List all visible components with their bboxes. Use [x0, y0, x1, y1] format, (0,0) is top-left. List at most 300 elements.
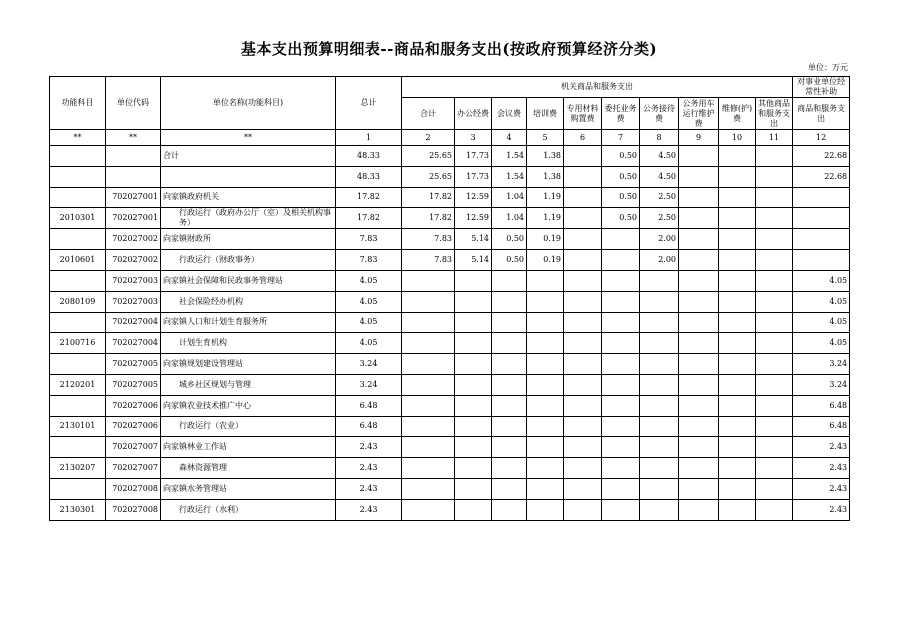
value-cell: [719, 458, 756, 479]
value-cell: [402, 458, 455, 479]
value-cell: [527, 458, 564, 479]
func-subject-cell: [50, 312, 106, 333]
value-cell: [679, 187, 719, 208]
value-cell: [640, 333, 679, 354]
unit-code-cell: 702027003: [106, 270, 161, 291]
value-cell: [719, 291, 756, 312]
value-cell: [492, 354, 527, 375]
value-cell: [640, 270, 679, 291]
table-row: [50, 312, 850, 333]
value-cell: [640, 437, 679, 458]
value-cell: [756, 208, 793, 229]
value-cell: [492, 458, 527, 479]
value-cell: [756, 229, 793, 250]
table-row: [50, 437, 850, 458]
table-row: [50, 166, 850, 187]
value-cell: 17.82: [402, 187, 455, 208]
unit-code-cell: 702027006: [106, 416, 161, 437]
value-cell: [756, 458, 793, 479]
page-title: 基本支出预算明细表--商品和服务支出(按政府预算经济分类): [240, 40, 658, 58]
header-total: 总计: [336, 77, 402, 130]
value-cell: [564, 166, 602, 187]
value-cell: [455, 374, 492, 395]
column-number: 10: [719, 130, 756, 146]
value-cell: 0.50: [492, 229, 527, 250]
value-cell: [640, 312, 679, 333]
value-cell: [564, 458, 602, 479]
table-row: [50, 187, 850, 208]
value-cell: [679, 416, 719, 437]
table-row: [50, 374, 850, 395]
value-cell: [756, 187, 793, 208]
header-sub: 合计: [402, 98, 455, 130]
unit-code-cell: 702027002: [106, 250, 161, 271]
unit-name-cell: 行政运行（水利）: [161, 499, 336, 520]
value-cell: [455, 395, 492, 416]
value-cell: [564, 354, 602, 375]
value-cell: [527, 291, 564, 312]
value-cell: [679, 478, 719, 499]
table-body: [50, 146, 850, 521]
value-cell: [564, 187, 602, 208]
unit-name-cell: 森林资源管理: [161, 458, 336, 479]
value-cell: [455, 458, 492, 479]
value-cell: 2.43: [793, 458, 850, 479]
value-cell: 22.68: [793, 166, 850, 187]
header-sub: 委托业务费: [602, 98, 640, 130]
value-cell: [455, 312, 492, 333]
header-sub: 商品和服务支出: [793, 98, 850, 130]
value-cell: 5.14: [455, 250, 492, 271]
value-cell: [756, 166, 793, 187]
table-row: [50, 416, 850, 437]
unit-name-cell: 合计: [161, 146, 336, 167]
value-cell: [602, 270, 640, 291]
unit-name-cell: 向家镇规划建设管理站: [161, 354, 336, 375]
value-cell: [719, 395, 756, 416]
unit-name-cell: 行政运行（政府办公厅（室）及相关机构事务）: [161, 208, 336, 229]
unit-code-cell: [106, 166, 161, 187]
table-row: [50, 458, 850, 479]
column-number: 2: [402, 130, 455, 146]
header-sub: 维修(护)费: [719, 98, 756, 130]
value-cell: [756, 250, 793, 271]
column-number: 6: [564, 130, 602, 146]
value-cell: [679, 166, 719, 187]
value-cell: 1.54: [492, 146, 527, 167]
value-cell: [679, 250, 719, 271]
budget-table: [49, 76, 850, 521]
column-number: 4: [492, 130, 527, 146]
value-cell: [756, 312, 793, 333]
value-cell: [719, 208, 756, 229]
value-cell: [564, 208, 602, 229]
unit-code-cell: 702027001: [106, 187, 161, 208]
value-cell: [756, 291, 793, 312]
value-cell: [679, 270, 719, 291]
value-cell: [640, 458, 679, 479]
value-cell: 3.24: [793, 374, 850, 395]
table-row: [50, 499, 850, 520]
value-cell: [679, 437, 719, 458]
func-subject-cell: 2130101: [50, 416, 106, 437]
value-cell: 1.04: [492, 187, 527, 208]
value-cell: [679, 291, 719, 312]
value-cell: [793, 229, 850, 250]
value-cell: [455, 291, 492, 312]
value-cell: [402, 270, 455, 291]
unit-name-cell: 社会保险经办机构: [161, 291, 336, 312]
value-cell: [602, 416, 640, 437]
table-row: [50, 146, 850, 167]
value-cell: [602, 250, 640, 271]
func-subject-cell: 2120201: [50, 374, 106, 395]
value-cell: [527, 499, 564, 520]
value-cell: [402, 312, 455, 333]
func-subject-cell: [50, 478, 106, 499]
value-cell: 2.43: [793, 478, 850, 499]
value-cell: [602, 395, 640, 416]
value-cell: [564, 146, 602, 167]
unit-name-cell: 向家镇财政所: [161, 229, 336, 250]
value-cell: [602, 354, 640, 375]
value-cell: [564, 312, 602, 333]
value-cell: 4.05: [793, 291, 850, 312]
value-cell: [679, 499, 719, 520]
value-cell: [719, 374, 756, 395]
value-cell: [492, 478, 527, 499]
value-cell: [564, 416, 602, 437]
value-cell: [527, 333, 564, 354]
table-row: [50, 395, 850, 416]
value-cell: 1.38: [527, 166, 564, 187]
value-cell: [492, 312, 527, 333]
total-cell: 6.48: [336, 416, 402, 437]
value-cell: [719, 499, 756, 520]
total-cell: 4.05: [336, 270, 402, 291]
unit-label: 单位：万元: [808, 63, 848, 72]
value-cell: [492, 374, 527, 395]
value-cell: [756, 499, 793, 520]
value-cell: 1.38: [527, 146, 564, 167]
value-cell: 4.05: [793, 270, 850, 291]
value-cell: 7.83: [402, 229, 455, 250]
value-cell: [756, 416, 793, 437]
value-cell: 0.50: [492, 250, 527, 271]
unit-code-cell: 702027001: [106, 208, 161, 229]
value-cell: [719, 354, 756, 375]
value-cell: [602, 291, 640, 312]
column-number: 8: [640, 130, 679, 146]
value-cell: 6.48: [793, 395, 850, 416]
header-sub: 专用材料购置费: [564, 98, 602, 130]
value-cell: [564, 478, 602, 499]
unit-code-cell: 702027004: [106, 333, 161, 354]
value-cell: 3.24: [793, 354, 850, 375]
value-cell: 4.05: [793, 333, 850, 354]
value-cell: [640, 478, 679, 499]
value-cell: [640, 374, 679, 395]
value-cell: [679, 312, 719, 333]
func-subject-cell: 2130301: [50, 499, 106, 520]
value-cell: [756, 333, 793, 354]
func-subject-cell: [50, 395, 106, 416]
unit-name-cell: 计划生育机构: [161, 333, 336, 354]
unit-name-cell: 向家镇水务管理站: [161, 478, 336, 499]
value-cell: [679, 333, 719, 354]
value-cell: 12.59: [455, 208, 492, 229]
value-cell: [719, 478, 756, 499]
value-cell: [602, 478, 640, 499]
total-cell: 4.05: [336, 312, 402, 333]
value-cell: [756, 354, 793, 375]
table-row: [50, 250, 850, 271]
value-cell: [492, 333, 527, 354]
value-cell: [640, 416, 679, 437]
value-cell: 4.50: [640, 146, 679, 167]
value-cell: [793, 250, 850, 271]
value-cell: [527, 437, 564, 458]
unit-code-cell: 702027003: [106, 291, 161, 312]
value-cell: 4.05: [793, 312, 850, 333]
value-cell: [402, 333, 455, 354]
unit-name-cell: 行政运行（财政事务）: [161, 250, 336, 271]
func-subject-cell: 2080109: [50, 291, 106, 312]
value-cell: [602, 499, 640, 520]
func-subject-cell: [50, 146, 106, 167]
value-cell: 0.50: [602, 166, 640, 187]
unit-name-cell: 向家镇社会保障和民政事务管理站: [161, 270, 336, 291]
value-cell: 1.19: [527, 208, 564, 229]
value-cell: [679, 458, 719, 479]
header-sub: 会议费: [492, 98, 527, 130]
value-cell: [527, 312, 564, 333]
unit-code-cell: 702027008: [106, 478, 161, 499]
header-func-subject: 功能科目: [50, 77, 106, 130]
column-number: **: [50, 130, 106, 146]
value-cell: [719, 229, 756, 250]
value-cell: [679, 229, 719, 250]
unit-code-cell: 702027005: [106, 354, 161, 375]
unit-name-cell: [161, 166, 336, 187]
value-cell: [455, 354, 492, 375]
value-cell: [455, 333, 492, 354]
table-row: [50, 270, 850, 291]
value-cell: [602, 333, 640, 354]
header-number-row: [50, 130, 850, 146]
func-subject-cell: 2010301: [50, 208, 106, 229]
value-cell: [719, 166, 756, 187]
value-cell: [402, 291, 455, 312]
total-cell: 3.24: [336, 354, 402, 375]
value-cell: [640, 291, 679, 312]
value-cell: 7.83: [402, 250, 455, 271]
value-cell: [719, 187, 756, 208]
value-cell: 2.43: [793, 499, 850, 520]
value-cell: [719, 146, 756, 167]
table-row: [50, 291, 850, 312]
header-sub: 公务接待费: [640, 98, 679, 130]
value-cell: [756, 270, 793, 291]
header-unit-name: 单位名称(功能科目): [161, 77, 336, 130]
value-cell: [402, 478, 455, 499]
value-cell: [492, 416, 527, 437]
value-cell: [564, 333, 602, 354]
header-group-subsidy: 对事业单位经常性补助: [793, 77, 850, 98]
value-cell: [402, 499, 455, 520]
value-cell: [564, 270, 602, 291]
value-cell: 2.50: [640, 187, 679, 208]
value-cell: [564, 395, 602, 416]
value-cell: [793, 208, 850, 229]
value-cell: [402, 437, 455, 458]
unit-name-cell: 向家镇农业技术推广中心: [161, 395, 336, 416]
value-cell: 2.43: [793, 437, 850, 458]
total-cell: 17.82: [336, 187, 402, 208]
total-cell: 6.48: [336, 395, 402, 416]
header-group-org: 机关商品和服务支出: [402, 77, 793, 98]
value-cell: 17.82: [402, 208, 455, 229]
value-cell: [679, 395, 719, 416]
unit-code-cell: 702027005: [106, 374, 161, 395]
unit-code-cell: 702027008: [106, 499, 161, 520]
func-subject-cell: [50, 354, 106, 375]
value-cell: [602, 229, 640, 250]
value-cell: [402, 374, 455, 395]
column-number: 9: [679, 130, 719, 146]
column-number: 5: [527, 130, 564, 146]
column-number: 1: [336, 130, 402, 146]
total-cell: 48.33: [336, 166, 402, 187]
value-cell: [564, 291, 602, 312]
value-cell: [756, 146, 793, 167]
total-cell: 2.43: [336, 499, 402, 520]
value-cell: [527, 416, 564, 437]
unit-name-cell: 城乡社区规划与管理: [161, 374, 336, 395]
value-cell: [679, 208, 719, 229]
value-cell: [756, 374, 793, 395]
value-cell: [455, 270, 492, 291]
total-cell: 7.83: [336, 229, 402, 250]
total-cell: 4.05: [336, 333, 402, 354]
table-row: [50, 208, 850, 229]
unit-name-cell: 行政运行（农业）: [161, 416, 336, 437]
total-cell: 2.43: [336, 458, 402, 479]
header-row-1: [50, 77, 850, 98]
func-subject-cell: 2130207: [50, 458, 106, 479]
value-cell: [602, 437, 640, 458]
value-cell: 0.50: [602, 146, 640, 167]
value-cell: [719, 270, 756, 291]
value-cell: [492, 270, 527, 291]
value-cell: 4.50: [640, 166, 679, 187]
value-cell: 0.50: [602, 208, 640, 229]
value-cell: [679, 374, 719, 395]
value-cell: [492, 291, 527, 312]
value-cell: [640, 395, 679, 416]
value-cell: [719, 437, 756, 458]
total-cell: 48.33: [336, 146, 402, 167]
unit-code-cell: 702027006: [106, 395, 161, 416]
func-subject-cell: [50, 270, 106, 291]
total-cell: 2.43: [336, 478, 402, 499]
value-cell: 25.65: [402, 146, 455, 167]
column-number: **: [106, 130, 161, 146]
total-cell: 7.83: [336, 250, 402, 271]
value-cell: 1.04: [492, 208, 527, 229]
header-sub: 培训费: [527, 98, 564, 130]
value-cell: [564, 229, 602, 250]
value-cell: 2.00: [640, 250, 679, 271]
value-cell: [527, 270, 564, 291]
value-cell: [402, 395, 455, 416]
value-cell: [455, 478, 492, 499]
header-unit-code: 单位代码: [106, 77, 161, 130]
table-row: [50, 333, 850, 354]
value-cell: [640, 499, 679, 520]
value-cell: 22.68: [793, 146, 850, 167]
unit-code-cell: 702027002: [106, 229, 161, 250]
func-subject-cell: [50, 166, 106, 187]
unit-name-cell: 向家镇政府机关: [161, 187, 336, 208]
column-number: 3: [455, 130, 492, 146]
value-cell: 25.65: [402, 166, 455, 187]
value-cell: 1.19: [527, 187, 564, 208]
value-cell: [719, 416, 756, 437]
value-cell: [564, 250, 602, 271]
column-number: **: [161, 130, 336, 146]
func-subject-cell: [50, 187, 106, 208]
func-subject-cell: 2010601: [50, 250, 106, 271]
table-row: [50, 354, 850, 375]
value-cell: 6.48: [793, 416, 850, 437]
value-cell: [602, 458, 640, 479]
unit-code-cell: 702027007: [106, 458, 161, 479]
unit-name-cell: 向家镇人口和计划生育服务所: [161, 312, 336, 333]
unit-code-cell: 702027007: [106, 437, 161, 458]
header-sub: 公务用车运行维护费: [679, 98, 719, 130]
value-cell: [679, 146, 719, 167]
value-cell: 2.50: [640, 208, 679, 229]
value-cell: 12.59: [455, 187, 492, 208]
value-cell: [527, 374, 564, 395]
value-cell: 17.73: [455, 146, 492, 167]
value-cell: [492, 437, 527, 458]
value-cell: [602, 374, 640, 395]
column-number: 7: [602, 130, 640, 146]
table-row: [50, 229, 850, 250]
total-cell: 2.43: [336, 437, 402, 458]
value-cell: [719, 312, 756, 333]
value-cell: 17.73: [455, 166, 492, 187]
value-cell: [402, 354, 455, 375]
value-cell: [564, 437, 602, 458]
value-cell: 5.14: [455, 229, 492, 250]
value-cell: [402, 416, 455, 437]
unit-code-cell: 702027004: [106, 312, 161, 333]
value-cell: [719, 333, 756, 354]
value-cell: [455, 499, 492, 520]
value-cell: [793, 187, 850, 208]
value-cell: 1.54: [492, 166, 527, 187]
value-cell: [679, 354, 719, 375]
value-cell: [756, 437, 793, 458]
value-cell: [640, 354, 679, 375]
value-cell: 0.19: [527, 250, 564, 271]
header-sub: 办公经费: [455, 98, 492, 130]
total-cell: 4.05: [336, 291, 402, 312]
total-cell: 17.82: [336, 208, 402, 229]
